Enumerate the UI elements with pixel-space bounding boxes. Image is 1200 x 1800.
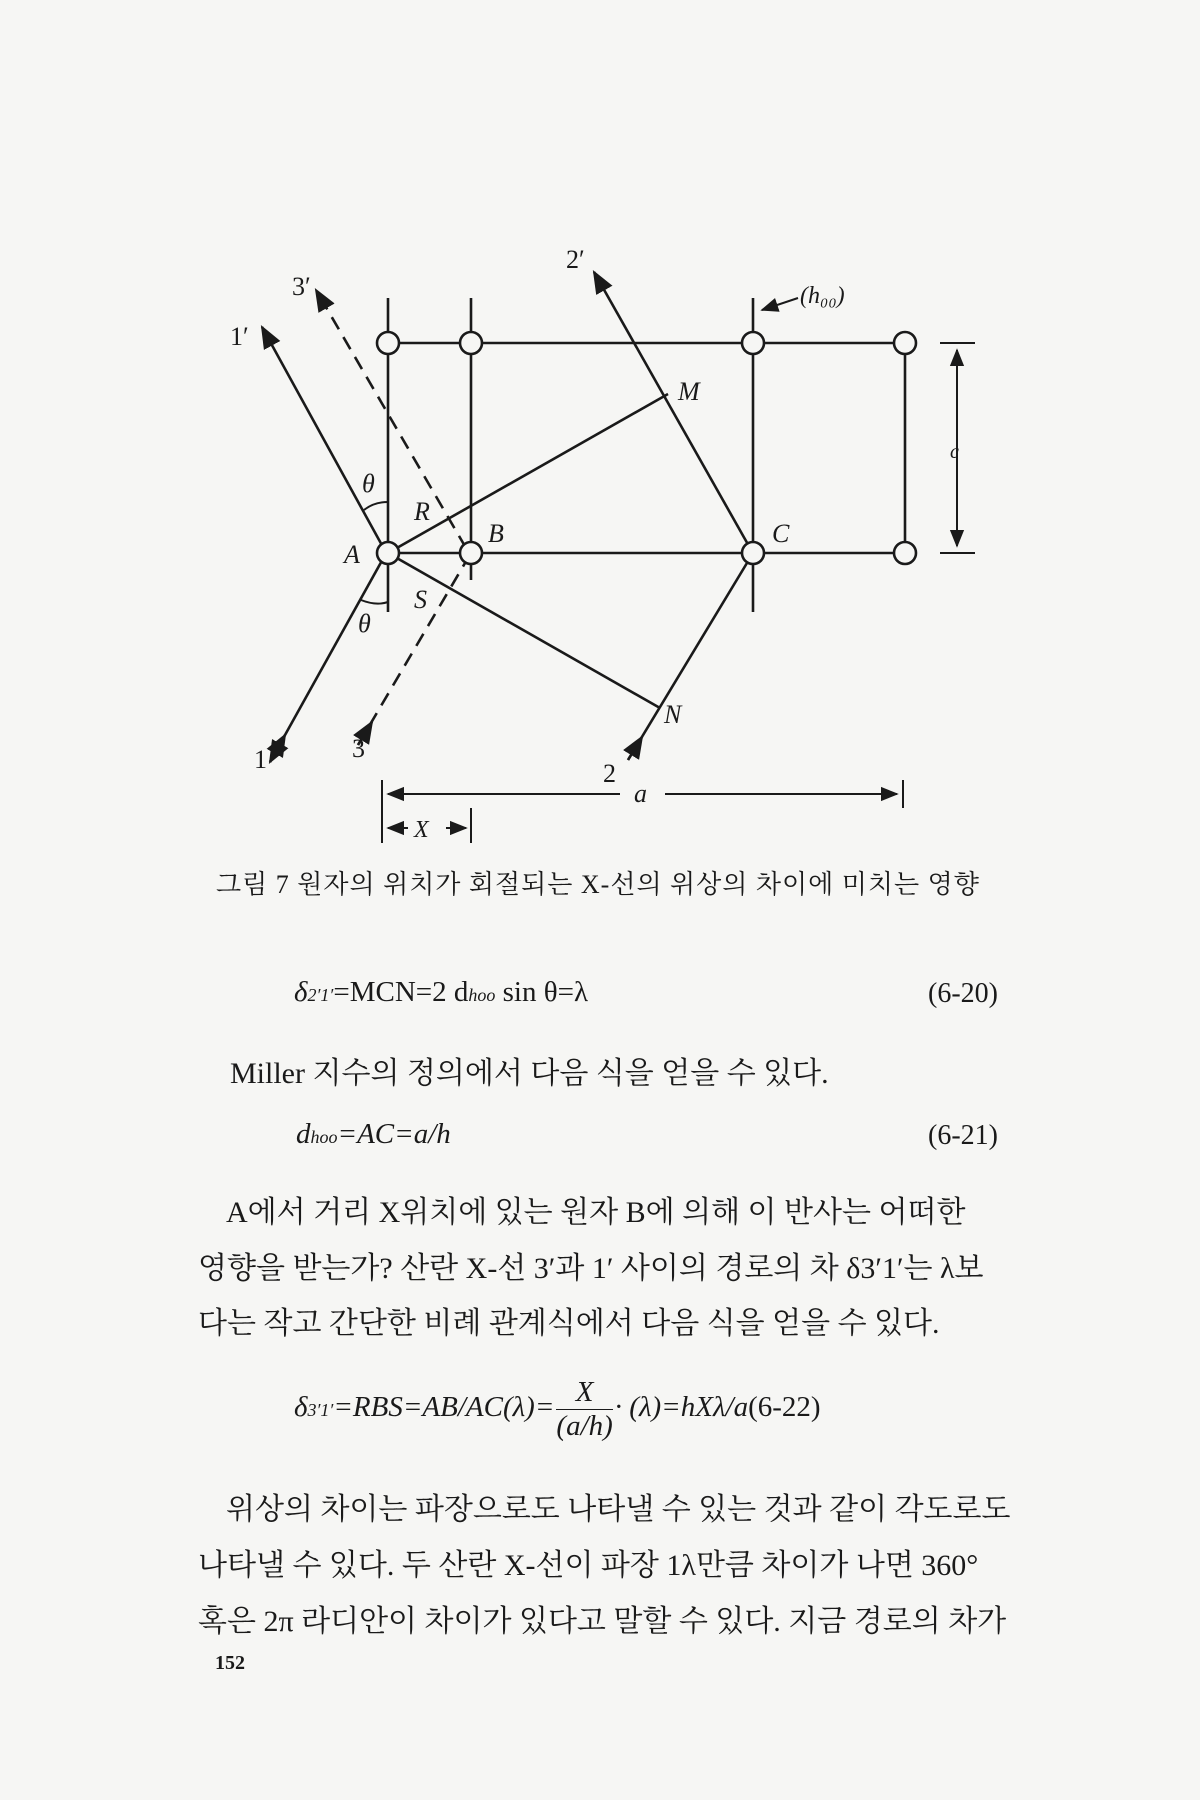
atom-top-3 [742,332,764,354]
ray-2-arrow [628,737,642,760]
atom-bottom-4 [894,542,916,564]
eq-6-22-mid: =RBS=AB/AC(λ)= [333,1391,555,1424]
label-1-prime: 1′ [230,322,249,351]
ray-3-incoming [358,558,468,745]
paragraph-1-line-3: 다는 작고 간단한 비례 관계식에서 다음 식을 얻을 수 있다. [198,1307,940,1340]
atom-top-4 [894,332,916,354]
atom-top-1 [377,332,399,354]
label-2: 2 [603,759,616,788]
figure-caption: 그림 7 원자의 위치가 회절되는 X-선의 위상의 차이에 미치는 영향 [216,870,980,899]
label-C: C [772,519,790,548]
paragraph-2-line-1: 위상의 차이는 파장으로도 나타낼 수 있는 것과 같이 각도로도 [226,1493,1011,1526]
label-M: M [678,377,700,406]
label-A: A [344,540,360,569]
plane-pointer [762,298,798,310]
label-S: S [414,585,427,614]
ray-1-arrow [270,735,285,762]
eq-6-21-d-sub: hoo [310,1127,338,1147]
label-N: N [664,700,682,729]
label-plane: (h₀₀) [800,283,845,309]
eq-6-20-mid-sub: hoo [468,985,496,1005]
equation-number-6-21: (6-21) [928,1120,998,1151]
equation-number-6-20: (6-20) [928,978,998,1009]
label-3: 3 [352,734,365,763]
equation-6-20 [294,976,588,1009]
eq-6-20-lhs: δ [294,976,308,1008]
atom-A [377,542,399,564]
ray-3-prime [316,290,466,548]
label-3-prime: 3′ [292,272,311,301]
equation-number-6-22: (6-22) [748,1391,821,1424]
ray-2-prime [594,272,750,548]
label-B: B [488,519,504,548]
paragraph-1-line-2: 영향을 받는가? 산란 X-선 3′과 1′ 사이의 경로의 차 δ3′1′는 λ보 [198,1252,984,1285]
equation-6-22 [294,1376,821,1443]
equation-6-21 [296,1118,451,1151]
label-theta-lower: θ [358,609,371,638]
page-number: 152 [215,1652,245,1674]
eq-6-22-lhs-sub: 3′1′ [307,1400,334,1421]
eq-6-22-tail: · (λ)=hXλ/a [614,1391,749,1424]
eq-6-21-rhs: =AC=a/h [337,1118,451,1150]
eq-6-22-frac-num: X [556,1376,612,1410]
eq-6-22-fraction [556,1376,612,1443]
line-A-M [388,394,668,553]
paragraph-2-line-2: 나타낼 수 있다. 두 산란 X-선이 파장 1λ만큼 차이가 나면 360° [198,1549,979,1582]
label-1: 1 [254,745,267,774]
eq-6-21-d: d [296,1118,311,1150]
atom-top-2 [460,332,482,354]
atom-B [460,542,482,564]
eq-6-22-frac-den: (a/h) [556,1410,613,1442]
ray-1-prime [262,327,384,549]
ray-2-incoming [628,558,750,760]
miller-line: Miller 지수의 정의에서 다음 식을 얻을 수 있다. [230,1057,829,1090]
paragraph-2-line-3: 혹은 2π 라디안이 차이가 있다고 말할 수 있다. 지금 경로의 차가 [198,1605,1007,1638]
label-theta-upper: θ [362,469,375,498]
line-A-N [388,553,660,708]
label-X: X [414,817,429,843]
eq-6-20-mid: =MCN=2 d [333,976,469,1008]
eq-6-20-lhs-sub: 2′1′ [307,985,334,1005]
label-a: a [634,779,647,808]
label-R: R [414,497,430,526]
paragraph-1-line-1: A에서 거리 X위치에 있는 원자 B에 의해 이 반사는 어떠한 [226,1196,966,1229]
eq-6-20-rhs: sin θ=λ [495,976,589,1008]
theta-arc-lower [361,600,388,604]
label-c: c [950,441,959,463]
atom-C [742,542,764,564]
eq-6-22-lhs: δ [294,1391,308,1424]
label-2-prime: 2′ [566,245,585,274]
theta-arc-upper [364,502,388,510]
